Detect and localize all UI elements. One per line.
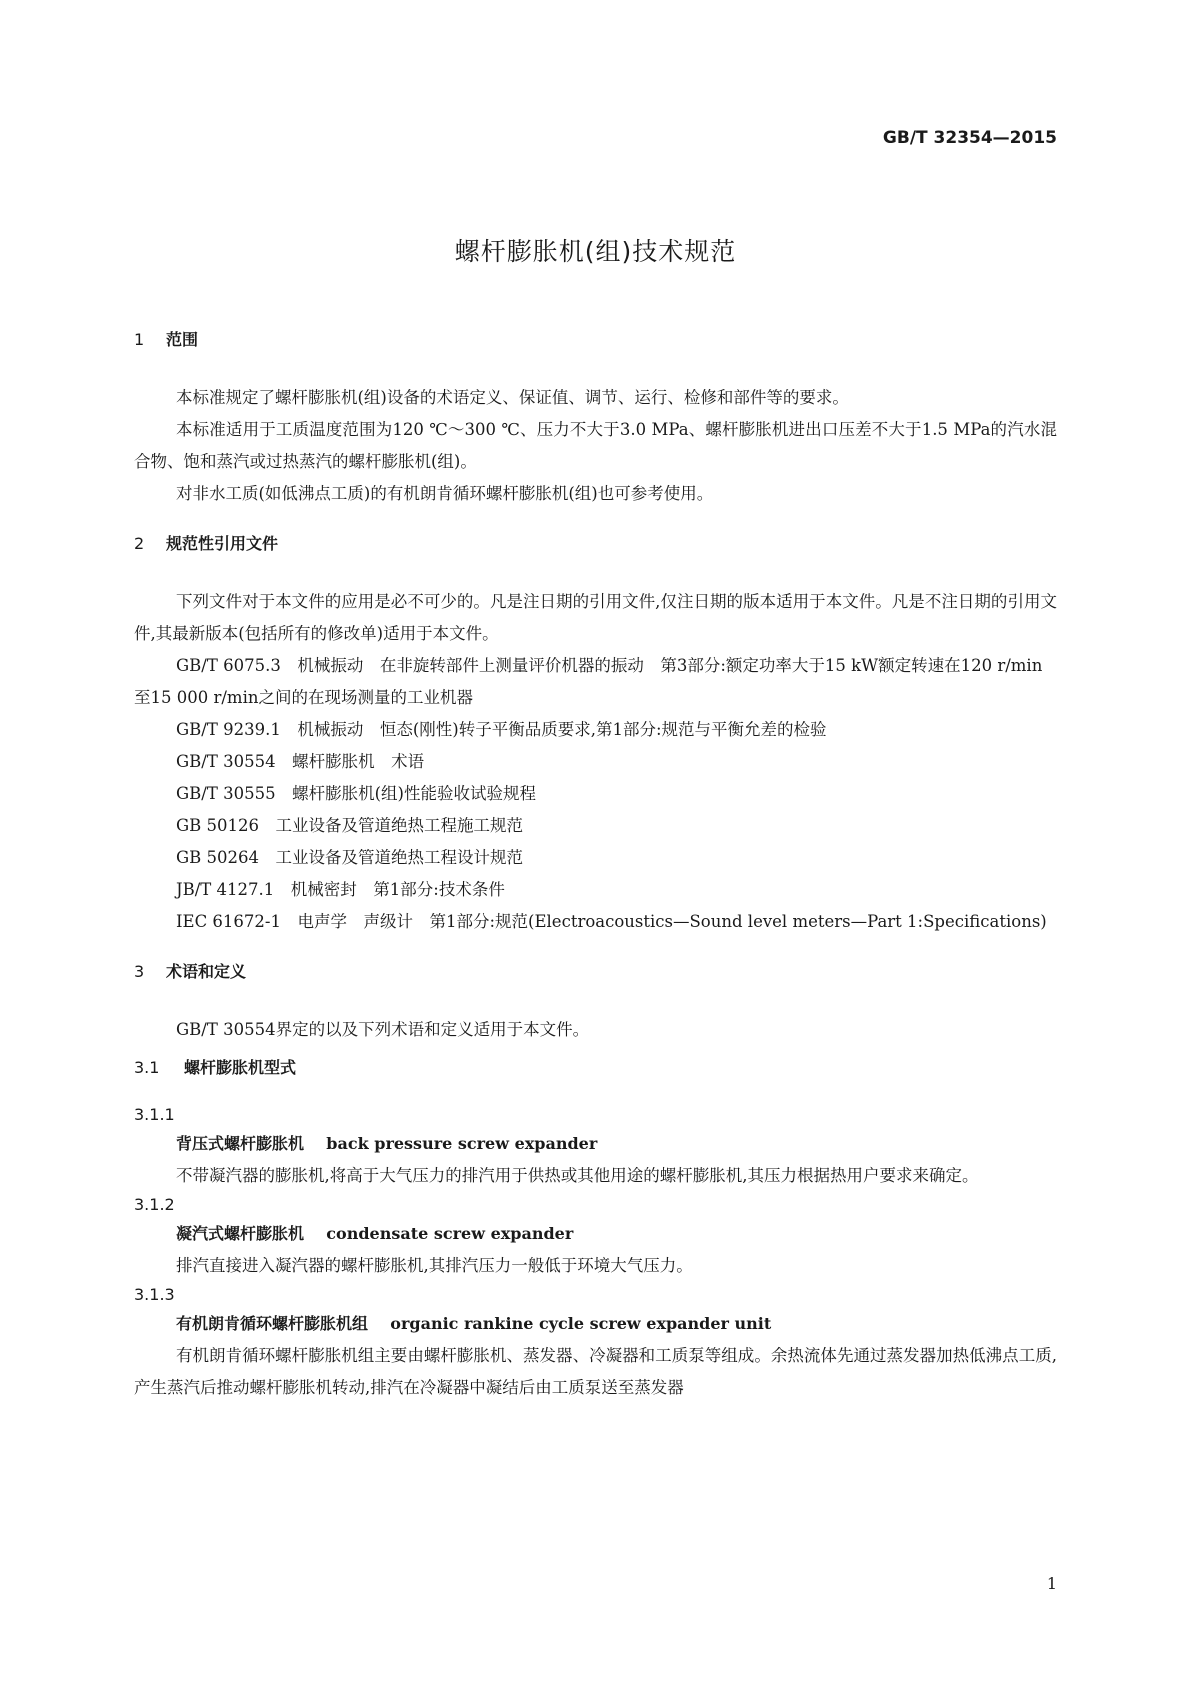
standard-code: GB/T 32354—2015 [882, 128, 1057, 148]
term-number: 3.1.3 [134, 1285, 175, 1304]
reference-item: GB 50126 工业设备及管道绝热工程施工规范 [176, 816, 524, 835]
reference-item: GB/T 30554 螺杆膨胀机 术语 [176, 752, 425, 771]
subsection-number: 3.1 [134, 1058, 160, 1077]
paragraph: 本标准适用于工质温度范围为120 ℃～300 ℃、压力不大于3.0 MPa、螺杆膨胀机进出口压差不大于1.5 MPa的汽水混合物、饱和蒸汽或过热蒸汽的螺杆膨胀机(组)。 [134, 420, 1057, 471]
reference-item: GB/T 30555 螺杆膨胀机(组)性能验收试验规程 [176, 784, 536, 803]
reference-item: GB/T 6075.3 机械振动 在非旋转部件上测量评价机器的振动 第3部分:额定功率大于15 kW额定转速在120 r/min至15 000 r/min之间的在现场测量的工业机器 [134, 656, 1043, 707]
paragraph: 对非水工质(如低沸点工质)的有机朗肯循环螺杆膨胀机(组)也可参考使用。 [176, 484, 714, 503]
term-definition: 有机朗肯循环螺杆膨胀机组主要由螺杆膨胀机、蒸发器、冷凝器和工质泵等组成。余热流体先通过蒸发器加热低沸点工质,产生蒸汽后推动螺杆膨胀机转动,排汽在冷凝器中凝结后由工质泵送至蒸发器 [134, 1346, 1057, 1397]
section-number: 3 [134, 962, 145, 981]
paragraph: 本标准规定了螺杆膨胀机(组)设备的术语定义、保证值、调节、运行、检修和部件等的要求。 [176, 388, 849, 407]
section-heading [134, 960, 1057, 984]
document-title: 螺杆膨胀机(组)技术规范 [454, 237, 737, 266]
term-heading [134, 1218, 1057, 1250]
subsection-title: 螺杆膨胀机型式 [184, 1058, 297, 1077]
paragraph: GB/T 30554界定的以及下列术语和定义适用于本文件。 [176, 1020, 590, 1039]
section-title: 术语和定义 [166, 962, 247, 981]
section-number: 2 [134, 534, 145, 553]
term-number: 3.1.2 [134, 1195, 175, 1214]
term-definition: 不带凝汽器的膨胀机,将高于大气压力的排汽用于供热或其他用途的螺杆膨胀机,其压力根据热用户要求来确定。 [176, 1166, 979, 1185]
reference-item: JB/T 4127.1 机械密封 第1部分:技术条件 [176, 880, 505, 899]
term-number: 3.1.1 [134, 1105, 175, 1124]
term-en: condensate screw expander [326, 1224, 574, 1243]
term-heading [134, 1128, 1057, 1160]
term-entry [134, 1282, 1057, 1404]
section-heading [134, 532, 1057, 556]
page-number: 1 [1046, 1574, 1057, 1593]
reference-item: GB 50264 工业设备及管道绝热工程设计规范 [176, 848, 524, 867]
term-zh: 有机朗肯循环螺杆膨胀机组 [176, 1314, 369, 1333]
section-title: 范围 [166, 330, 199, 349]
term-entry [134, 1102, 1057, 1192]
term-zh: 背压式螺杆膨胀机 [176, 1134, 305, 1153]
term-zh: 凝汽式螺杆膨胀机 [176, 1224, 305, 1243]
section-heading [134, 328, 1057, 352]
section-title: 规范性引用文件 [166, 534, 279, 553]
term-heading [134, 1308, 1057, 1340]
subsection-heading [134, 1056, 1057, 1080]
reference-item: IEC 61672-1 电声学 声级计 第1部分:规范(Electroacoustics—Sound level meters—Part 1:Specifications) [176, 912, 1047, 931]
reference-item: GB/T 9239.1 机械振动 恒态(刚性)转子平衡品质要求,第1部分:规范与平衡允差的检验 [176, 720, 827, 739]
term-entry [134, 1192, 1057, 1282]
section-number: 1 [134, 330, 145, 349]
document-body [134, 328, 1057, 1404]
term-definition: 排汽直接进入凝汽器的螺杆膨胀机,其排汽压力一般低于环境大气压力。 [176, 1256, 693, 1275]
term-en: back pressure screw expander [326, 1134, 598, 1153]
term-en: organic rankine cycle screw expander unit [390, 1314, 772, 1333]
paragraph: 下列文件对于本文件的应用是必不可少的。凡是注日期的引用文件,仅注日期的版本适用于本文件。凡是不注日期的引用文件,其最新版本(包括所有的修改单)适用于本文件。 [134, 592, 1057, 643]
